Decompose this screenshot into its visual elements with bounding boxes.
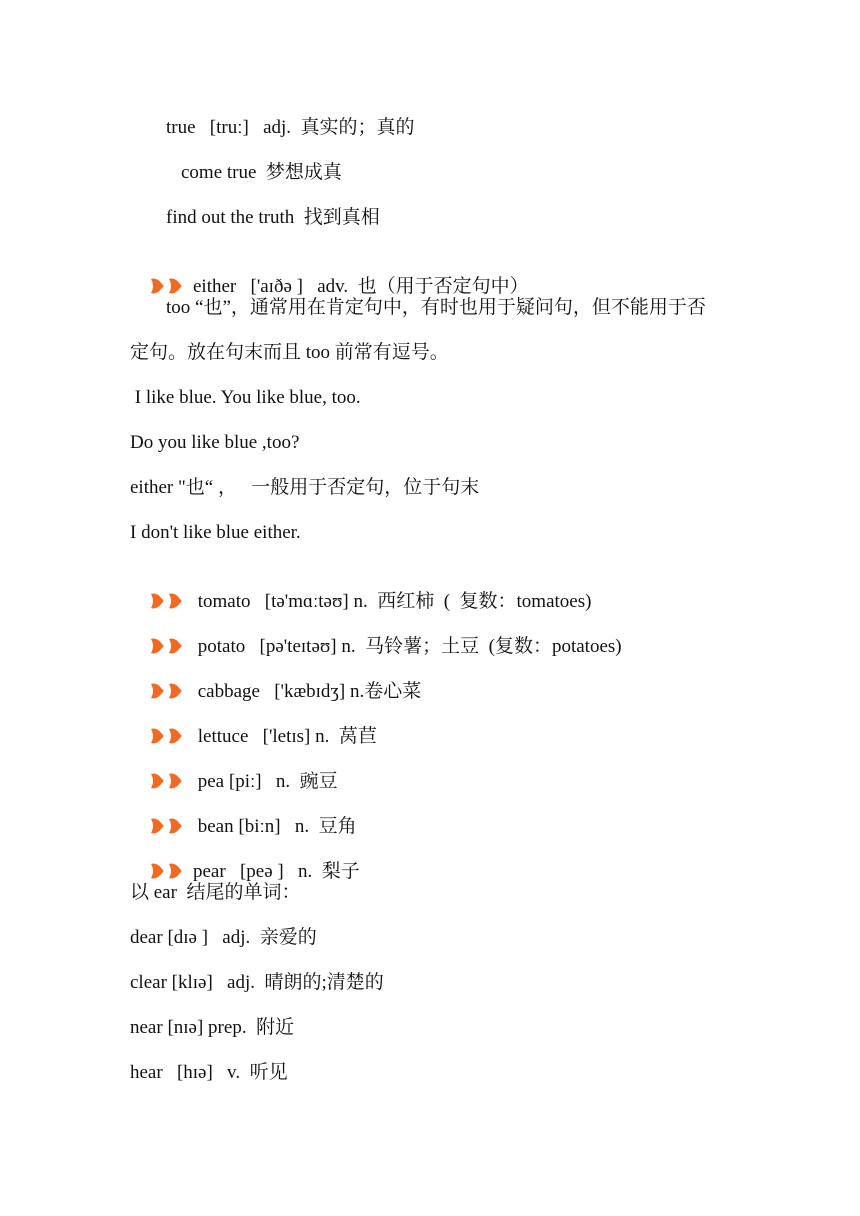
entry-dear: dear [dɪə ] adj. 亲爱的 bbox=[130, 927, 317, 948]
entry-text: bean [biːn] n. 豆角 bbox=[193, 816, 357, 837]
note-too-2: 定句。放在句末而且 too 前常有逗号。 bbox=[130, 342, 449, 363]
entry-clear: clear [klɪə] adj. 晴朗的;清楚的 bbox=[130, 972, 384, 993]
bullet-icon bbox=[149, 771, 189, 791]
bullet-icon bbox=[149, 861, 189, 881]
entry-text: cabbage ['kæbɪdʒ] n.卷心菜 bbox=[193, 681, 422, 702]
entry-text: tomato [tə'mɑːtəʊ] n. 西红柿 ( 复数：tomatoes) bbox=[193, 591, 592, 612]
entry-text: potato [pə'teɪtəʊ] n. 马铃薯；土豆 (复数：potatoes) bbox=[193, 636, 622, 657]
entry-text: either ['aɪðə ] adv. 也（用于否定句中） bbox=[193, 276, 529, 297]
bullet-icon bbox=[149, 591, 189, 611]
example-3: I don't like blue either. bbox=[130, 522, 301, 543]
entry-text: pea [piː] n. 豌豆 bbox=[193, 771, 338, 792]
entry-true: true [truː] adj. 真实的；真的 bbox=[166, 117, 415, 138]
bullet-icon bbox=[149, 726, 189, 746]
entry-text: lettuce ['letɪs] n. 莴苣 bbox=[193, 726, 377, 747]
note-either: either "也“ ， 一般用于否定句，位于句末 bbox=[130, 477, 480, 498]
entry-hear: hear [hɪə] v. 听见 bbox=[130, 1062, 288, 1083]
bullet-icon bbox=[149, 816, 189, 836]
entry-text: pear [peə ] n. 梨子 bbox=[193, 861, 360, 882]
phrase-come-true: come true 梦想成真 bbox=[181, 162, 342, 183]
example-1: I like blue. You like blue, too. bbox=[130, 387, 361, 408]
bullet-icon bbox=[149, 276, 189, 296]
example-2: Do you like blue ,too? bbox=[130, 432, 300, 453]
bullet-icon bbox=[149, 681, 189, 701]
heading-ear-words: 以 ear 结尾的单词： bbox=[130, 882, 301, 903]
note-too-1: too “也”，通常用在肯定句中，有时也用于疑问句，但不能用于否 bbox=[166, 297, 706, 318]
phrase-find-out-truth: find out the truth 找到真相 bbox=[166, 207, 380, 228]
entry-near: near [nɪə] prep. 附近 bbox=[130, 1017, 295, 1038]
bullet-icon bbox=[149, 636, 189, 656]
